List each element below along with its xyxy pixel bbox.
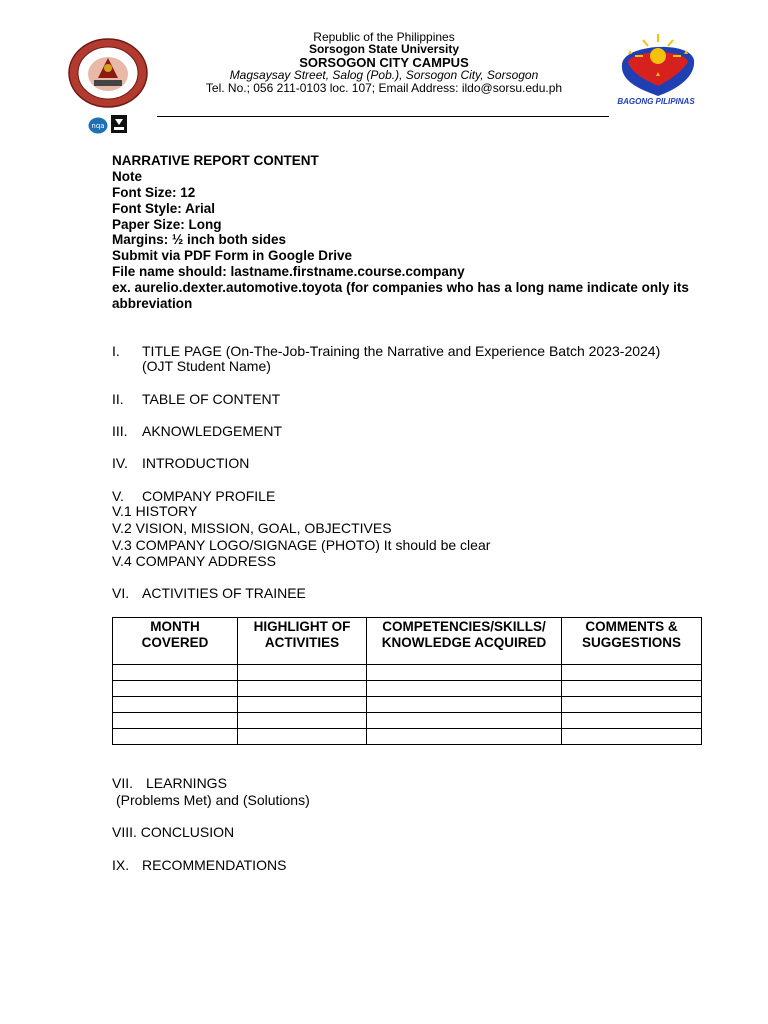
outline-v4-address: V.4 COMPANY ADDRESS — [112, 553, 276, 569]
table-cell[interactable] — [238, 697, 367, 713]
column-header-month: MONTH COVERED — [113, 618, 238, 665]
note-margins: Margins: ½ inch both sides — [112, 232, 287, 247]
table-row — [113, 681, 702, 697]
header-address: Magsaysay Street, Salog (Pob.), Sorsogon City, Sorsogon — [229, 68, 539, 82]
table-cell[interactable] — [238, 681, 367, 697]
outline-vi-number: VI. — [112, 585, 130, 601]
outline-i-title-page: TITLE PAGE (On-The-Job-Training the Narrative and Experience Batch 2023-2024) — [142, 343, 661, 359]
table-cell[interactable] — [562, 713, 702, 729]
table-cell[interactable] — [238, 665, 367, 681]
outline-ii-number: II. — [112, 391, 124, 407]
table-row — [113, 697, 702, 713]
outline-vi-activities: ACTIVITIES OF TRAINEE — [142, 585, 306, 601]
outline-viii-conclusion: VIII. CONCLUSION — [112, 824, 235, 840]
column-header-highlight: HIGHLIGHT OF ACTIVITIES — [238, 618, 367, 665]
outline-ii-table-of-content: TABLE OF CONTENT — [142, 391, 281, 407]
outline-i-number: I. — [112, 343, 120, 359]
table-cell[interactable] — [113, 697, 238, 713]
table-cell[interactable] — [562, 729, 702, 745]
table-cell[interactable] — [113, 729, 238, 745]
header-contact: Tel. No.; 056 211-0103 loc. 107; Email Address: ildo@sorsu.edu.ph — [205, 81, 563, 95]
activities-table — [112, 617, 702, 745]
table-cell[interactable] — [113, 681, 238, 697]
table-cell[interactable] — [367, 697, 562, 713]
table-cell[interactable] — [367, 713, 562, 729]
table-cell[interactable] — [238, 729, 367, 745]
outline-v-company-profile: COMPANY PROFILE — [142, 488, 276, 504]
outline-ix-recommendations: RECOMMENDATIONS — [142, 857, 287, 873]
outline-ix-number: IX. — [112, 857, 130, 873]
table-row — [113, 729, 702, 745]
nqa-certification-badge — [88, 117, 108, 134]
outline-v1-history: V.1 HISTORY — [112, 503, 198, 519]
report-heading: NARRATIVE REPORT CONTENT — [112, 153, 319, 168]
note-filename-rule: File name should: lastname.firstname.course.company — [112, 264, 465, 279]
outline-v-number: V. — [112, 488, 124, 504]
outline-iv-introduction: INTRODUCTION — [142, 455, 250, 471]
table-cell[interactable] — [562, 681, 702, 697]
table-cell[interactable] — [367, 665, 562, 681]
header-republic: Republic of the Philippines — [313, 30, 455, 44]
outline-vii-number: VII. — [112, 775, 134, 791]
table-cell[interactable] — [238, 713, 367, 729]
header-campus: SORSOGON CITY CAMPUS — [299, 55, 469, 70]
outline-v2-vision: V.2 VISION, MISSION, GOAL, OBJECTIVES — [112, 520, 392, 536]
table-cell[interactable] — [367, 729, 562, 745]
outline-i-subtitle: (OJT Student Name) — [142, 358, 271, 374]
note-paper-size: Paper Size: Long — [112, 217, 222, 232]
outline-iii-acknowledgement: AKNOWLEDGEMENT — [142, 423, 283, 439]
header-divider — [157, 116, 609, 117]
note-font-style: Font Style: Arial — [112, 201, 216, 216]
outline-iii-number: III. — [112, 423, 128, 439]
outline-vii-learnings: LEARNINGS — [146, 775, 227, 791]
column-header-competencies: COMPETENCIES/SKILLS/ KNOWLEDGE ACQUIRED — [367, 618, 562, 665]
outline-v3-logo: V.3 COMPANY LOGO/SIGNAGE (PHOTO) It should be clear — [112, 537, 491, 553]
table-cell[interactable] — [113, 665, 238, 681]
note-filename-example: ex. aurelio.dexter.automotive.toyota (for companies who has a long name indicate only its abbreviation — [112, 280, 689, 311]
table-header-row — [113, 618, 702, 665]
table-cell[interactable] — [562, 697, 702, 713]
nqa-badge-text: nqa — [91, 122, 105, 130]
table-row — [113, 713, 702, 729]
bagong-pilipinas-label: BAGONG PILIPINAS — [617, 97, 695, 106]
column-header-comments: COMMENTS & SUGGESTIONS — [562, 618, 702, 665]
outline-vii-subtitle: (Problems Met) and (Solutions) — [116, 792, 310, 808]
outline-iv-number: IV. — [112, 455, 128, 471]
note-label: Note — [112, 169, 142, 184]
table-cell[interactable] — [562, 665, 702, 681]
table-cell[interactable] — [367, 681, 562, 697]
note-font-size: Font Size: 12 — [112, 185, 196, 200]
note-submit: Submit via PDF Form in Google Drive — [112, 248, 353, 263]
ukas-certification-badge — [111, 115, 127, 133]
table-row — [113, 665, 702, 681]
table-cell[interactable] — [113, 713, 238, 729]
header-university: Sorsogon State University — [308, 42, 460, 56]
